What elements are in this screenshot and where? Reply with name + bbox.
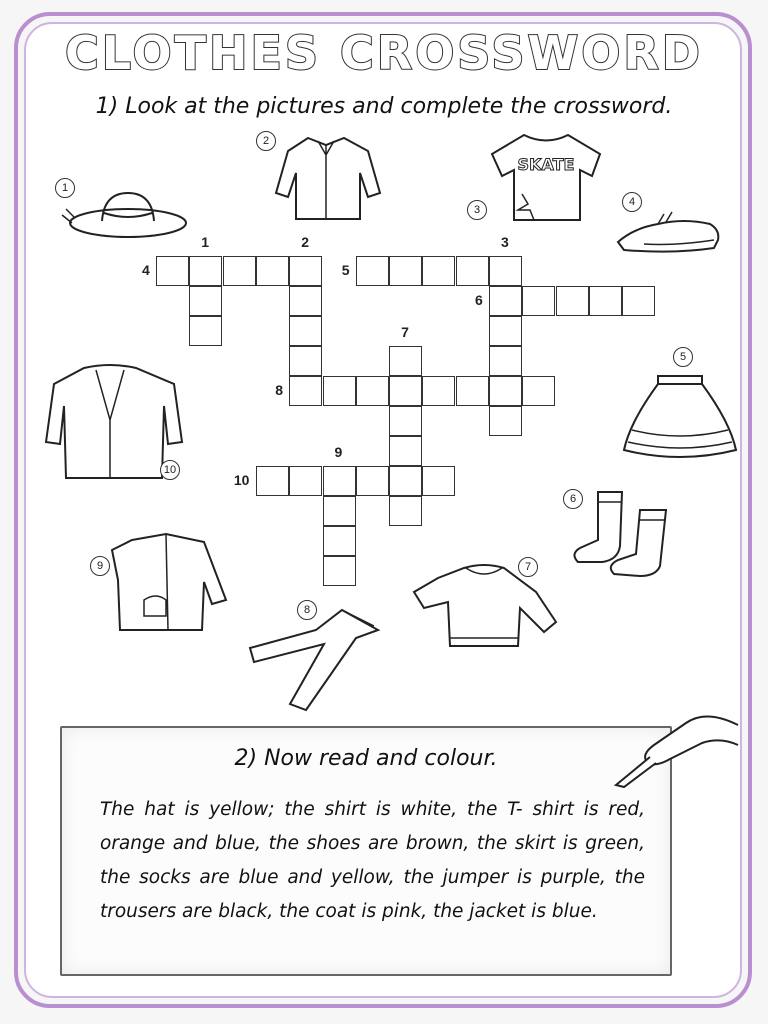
crossword-cell[interactable]	[422, 376, 455, 406]
clue-number: 8	[275, 382, 283, 398]
crossword-cell[interactable]	[489, 406, 522, 436]
crossword-cell[interactable]	[456, 256, 489, 286]
crossword-cell[interactable]	[323, 376, 356, 406]
page-title: CLOTHES CROSSWORD	[65, 26, 703, 80]
instruction-1: 1) Look at the pictures and complete the crossword.	[95, 94, 673, 119]
t-shirt-icon	[488, 130, 608, 225]
picture-number: 9	[90, 556, 110, 576]
crossword-cell[interactable]	[389, 496, 422, 526]
crossword-cell[interactable]	[289, 346, 322, 376]
picture-number: 10	[160, 460, 180, 480]
crossword-cell[interactable]	[289, 316, 322, 346]
crossword-cell[interactable]	[489, 376, 522, 406]
clue-number: 9	[334, 444, 343, 460]
crossword-cell[interactable]	[522, 376, 555, 406]
shoes-icon	[614, 208, 724, 258]
crossword-cell[interactable]	[422, 466, 455, 496]
clue-number: 3	[501, 234, 509, 250]
crossword-cell[interactable]	[389, 256, 422, 286]
clue-number: 4	[142, 262, 150, 278]
crossword-cell[interactable]	[189, 316, 222, 346]
crossword-cell[interactable]	[289, 376, 322, 406]
crossword-cell[interactable]	[522, 286, 555, 316]
crossword-cell[interactable]	[323, 466, 356, 496]
hat-icon	[60, 185, 190, 245]
crossword-cell[interactable]	[356, 376, 389, 406]
clue-number: 1	[201, 234, 210, 250]
picture-number: 2	[256, 131, 276, 151]
picture-number: 6	[563, 489, 583, 509]
crossword-cell[interactable]	[289, 286, 322, 316]
crossword-cell[interactable]	[256, 256, 289, 286]
crossword-cell[interactable]	[289, 466, 322, 496]
crossword-cell[interactable]	[489, 286, 522, 316]
picture-number: 7	[518, 557, 538, 577]
crossword-cell[interactable]	[389, 406, 422, 436]
trousers-icon	[246, 604, 384, 719]
crossword-cell[interactable]	[323, 496, 356, 526]
picture-number: 8	[297, 600, 317, 620]
picture-number: 4	[622, 192, 642, 212]
crossword-cell[interactable]	[489, 316, 522, 346]
picture-number: 1	[55, 178, 75, 198]
crossword-cell[interactable]	[356, 466, 389, 496]
clue-number: 2	[301, 234, 309, 250]
crossword-cell[interactable]	[323, 556, 356, 586]
colour-instructions-text: The hat is yellow; the shirt is white, the T- shirt is red, orange and blue, the shoes are brown, the skirt is green, the socks are blue and yellow, the jumper is purple, the trousers are black, the coat is pink, the jacket is blue.	[100, 799, 645, 922]
clue-number: 7	[401, 324, 409, 340]
crossword-cell[interactable]	[622, 286, 655, 316]
skirt-icon	[620, 372, 740, 462]
picture-number: 3	[467, 200, 487, 220]
instruction-2: 2) Now read and colour.	[234, 746, 498, 771]
crossword-cell[interactable]	[389, 376, 422, 406]
crossword-cell[interactable]	[289, 256, 322, 286]
jumper-icon	[408, 562, 563, 652]
crossword-cell[interactable]	[356, 256, 389, 286]
crossword-cell[interactable]	[223, 256, 256, 286]
crossword-cell[interactable]	[156, 256, 189, 286]
clue-number: 10	[233, 472, 250, 488]
crossword-cell[interactable]	[189, 256, 222, 286]
socks-icon	[568, 488, 673, 578]
crossword-cell[interactable]	[489, 256, 522, 286]
crossword-cell[interactable]	[389, 466, 422, 496]
coat-icon	[108, 530, 232, 635]
crossword-cell[interactable]	[456, 376, 489, 406]
crossword-cell[interactable]	[389, 346, 422, 376]
crossword-cell[interactable]	[556, 286, 589, 316]
crossword-cell[interactable]	[489, 346, 522, 376]
shirt-icon	[268, 133, 388, 223]
clue-number: 6	[475, 292, 483, 308]
crossword-cell[interactable]	[189, 286, 222, 316]
crossword-cell[interactable]	[422, 256, 455, 286]
crossword-cell[interactable]	[256, 466, 289, 496]
crossword-cell[interactable]	[389, 436, 422, 466]
crossword-cell[interactable]	[589, 286, 622, 316]
crossword-cell[interactable]	[323, 526, 356, 556]
svg-text:SKATE: SKATE	[517, 155, 575, 174]
clue-number: 5	[341, 262, 350, 278]
picture-number: 5	[673, 347, 693, 367]
